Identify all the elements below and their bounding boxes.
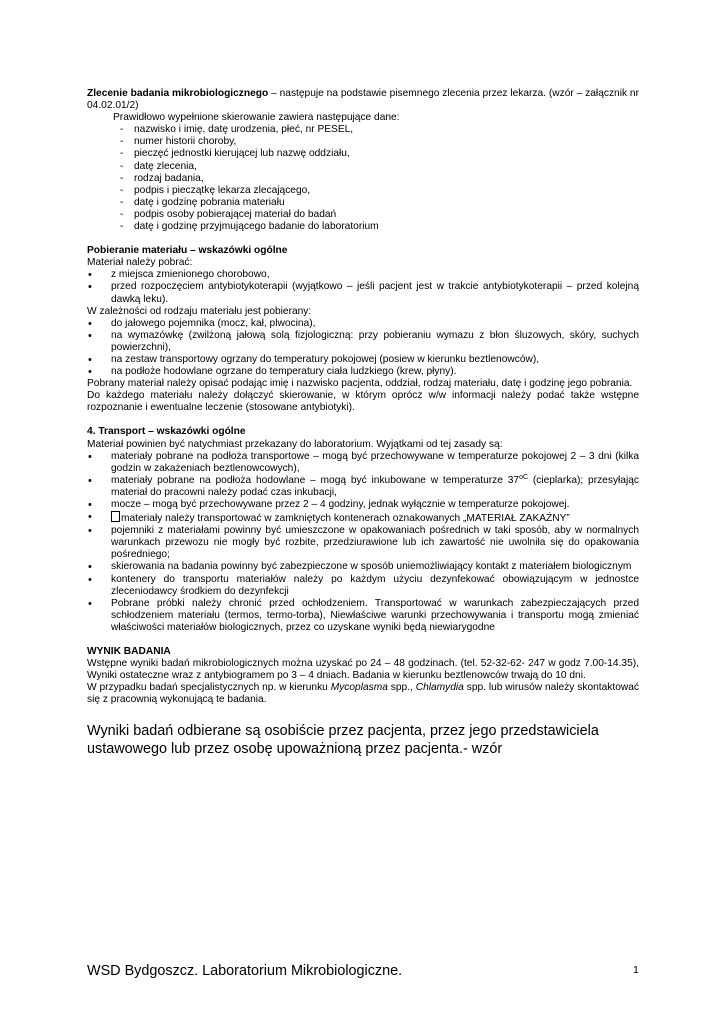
page-number: 1 xyxy=(633,964,639,976)
transport-intro: Materiał powinien być natychmiast przekazany do laboratorium. Wyjątkami od tej zasady są: xyxy=(87,438,503,450)
list-item: - pieczęć jednostki kierującej lub nazwę oddziału, xyxy=(120,148,639,160)
transport-list xyxy=(87,451,639,634)
list-item: - datę i godzinę pobrania materiału xyxy=(120,197,639,209)
result-section xyxy=(87,646,639,706)
list-item: - rodzaj badania, xyxy=(120,173,639,185)
list-item: • materiały pobrane na podłoża transportowe – mogą być przechowywane w temperaturze pokojowej 2 – 3 dni (kilka godzin w zakażeniach beztlenowcowych), xyxy=(87,451,639,475)
transport-heading: 4. Transport – wskazówki ogólne xyxy=(87,426,246,438)
result-paragraph: Wstępne wyniki badań mikrobiologicznych można uzyskać po 24 – 48 godzinach. (tel. 52-32-62- 247 w godz 7.00-14.35), Wyniki ostateczne wraz z antybiogramem po 3 – 4 dniach. Badania w kierunku beztlenowców trwają do 10 dni. xyxy=(87,658,639,682)
result-text: spp., xyxy=(387,682,416,694)
result-text: spp. lub wirusów należy skontaktować się z pracownią wykonującą te badania. xyxy=(87,682,639,706)
material-type-list xyxy=(87,318,639,378)
sampling-section xyxy=(87,245,639,414)
request-list xyxy=(87,124,639,233)
list-item: - datę zlecenia, xyxy=(120,161,639,173)
missing-glyph-box-icon xyxy=(111,511,120,522)
list-item: - podpis i pieczątkę lekarza zlecającego, xyxy=(120,185,639,197)
list-item: - numer historii choroby, xyxy=(120,136,639,148)
footer-lab-name: WSD Bydgoszcz. Laboratorium Mikrobiologiczne. xyxy=(87,963,403,979)
list-item: • kontenery do transportu materiałów należy po każdym użyciu dezynfekować obowiązującym w jednostce zleceniodawcy środkiem do dezynfekcji xyxy=(87,574,639,598)
result-heading: WYNIK BADANIA xyxy=(87,646,171,658)
organism-name: Chlamydia xyxy=(415,682,464,694)
list-item: • do jałowego pojemnika (mocz, kał, plwocina), xyxy=(87,318,639,330)
list-item-text: materiały pobrane na podłoża hodowlane – mogą być inkubowane w temperaturze 37 xyxy=(111,474,520,486)
transport-section xyxy=(87,426,639,634)
sampling-list xyxy=(87,269,639,305)
list-item: • na wymazówkę (zwilżoną jałową solą fizjologiczną: przy pobieraniu wymazu z błon śluzowych, skóry, suchych powierzchni), xyxy=(87,330,639,354)
result-paragraph xyxy=(87,682,639,706)
list-item: • mocze – mogą być przechowywane przez 2 – 4 godziny, jednak wyłącznie w temperaturze pokojowej. xyxy=(87,499,639,511)
sampling-line: W zależności od rodzaju materiału jest pobierany: xyxy=(87,305,312,317)
results-pickup-notice: Wyniki badań odbierane są osobiście przez pacjenta, przez jego przedstawiciela ustawowego lub przez osobę upoważnioną przez pacjenta.- wzór xyxy=(87,722,599,757)
list-item: • Pobrane próbki należy chronić przed ochłodzeniem. Transportować w warunkach zabezpieczających przed schłodzeniem materiału (termos, termo-torba), Niewłaściwe warunki przechowywania i transportu mogą zmieniać właściwości materiałów biologicznych, przez co uzyskane wyniki będą niewiarygodne xyxy=(87,598,639,634)
list-item: • pojemniki z materiałami powinny być umieszczone w opakowaniach pośrednich w taki sposób, aby w normalnych warunkach przewozu nie mogły być rozbite, przedziurawione lub ich zawartość nie uwolniła się do opakowania pośredniego; xyxy=(87,525,639,561)
list-item: • z miejsca zmienionego chorobowo, xyxy=(87,269,639,281)
document-body xyxy=(87,88,639,758)
list-item: • na zestaw transportowy ogrzany do temperatury pokojowej (posiew w kierunku beztlenowców), xyxy=(87,354,639,366)
list-item: - nazwisko i imię, datę urodzenia, płeć, nr PESEL, xyxy=(120,124,639,136)
degree-superscript: oC xyxy=(519,473,529,481)
list-item xyxy=(87,475,639,499)
list-item: • na podłoże hodowlane ogrzane do temperatury ciała ludzkiego (krew, płyny). xyxy=(87,366,639,378)
request-title: Zlecenie badania mikrobiologicznego xyxy=(87,88,269,99)
organism-name: Mycoplasma xyxy=(330,682,388,694)
list-item: • skierowania na badania powinny być zabezpieczone w sposób uniemożliwiający kontakt z materiałem biologicznym xyxy=(87,561,639,573)
result-text: W przypadku badań specjalistycznych np. w kierunku xyxy=(87,682,331,694)
sampling-paragraph: Pobrany materiał należy opisać podając imię i nazwisko pacjenta, oddział, rodzaj materiału, datę i godzinę jego pobrania. xyxy=(87,378,633,390)
list-item xyxy=(87,511,639,525)
sampling-line: Materiał należy pobrać: xyxy=(87,257,193,269)
list-item: • przed rozpoczęciem antybiotykoterapii (wyjątkowo – jeśli pacjent jest w trakcie antybiotykoterapii – przed kolejną dawką leku). xyxy=(87,281,639,305)
list-item-text: (cieplarka); przesyłając materiał do pracowni należy podać czas inkubacji, xyxy=(111,474,639,498)
list-item-text: materiały należy transportować w zamkniętych kontenerach oznakowanych „MATERIAŁ ZAKAŹNY” xyxy=(121,513,570,525)
request-intro: Prawidłowo wypełnione skierowanie zawiera następujące dane: xyxy=(113,112,400,124)
request-title-rest: – następuje na podstawie pisemnego zlecenia przez lekarza. (wzór – załącznik nr 04.02.01/2) xyxy=(87,88,639,112)
list-item: - datę i godzinę przyjmującego badanie do laboratorium xyxy=(120,221,639,233)
request-paragraph xyxy=(87,88,639,112)
list-item: - podpis osoby pobierającej materiał do badań xyxy=(120,209,639,221)
sampling-paragraph: Do każdego materiału należy dołączyć skierowanie, w którym oprócz w/w informacji należy podać także wstępne rozpoznanie i ewentualne leczenie (stosowane antybiotyki). xyxy=(87,390,639,414)
sampling-heading: Pobieranie materiału – wskazówki ogólne xyxy=(87,245,288,257)
